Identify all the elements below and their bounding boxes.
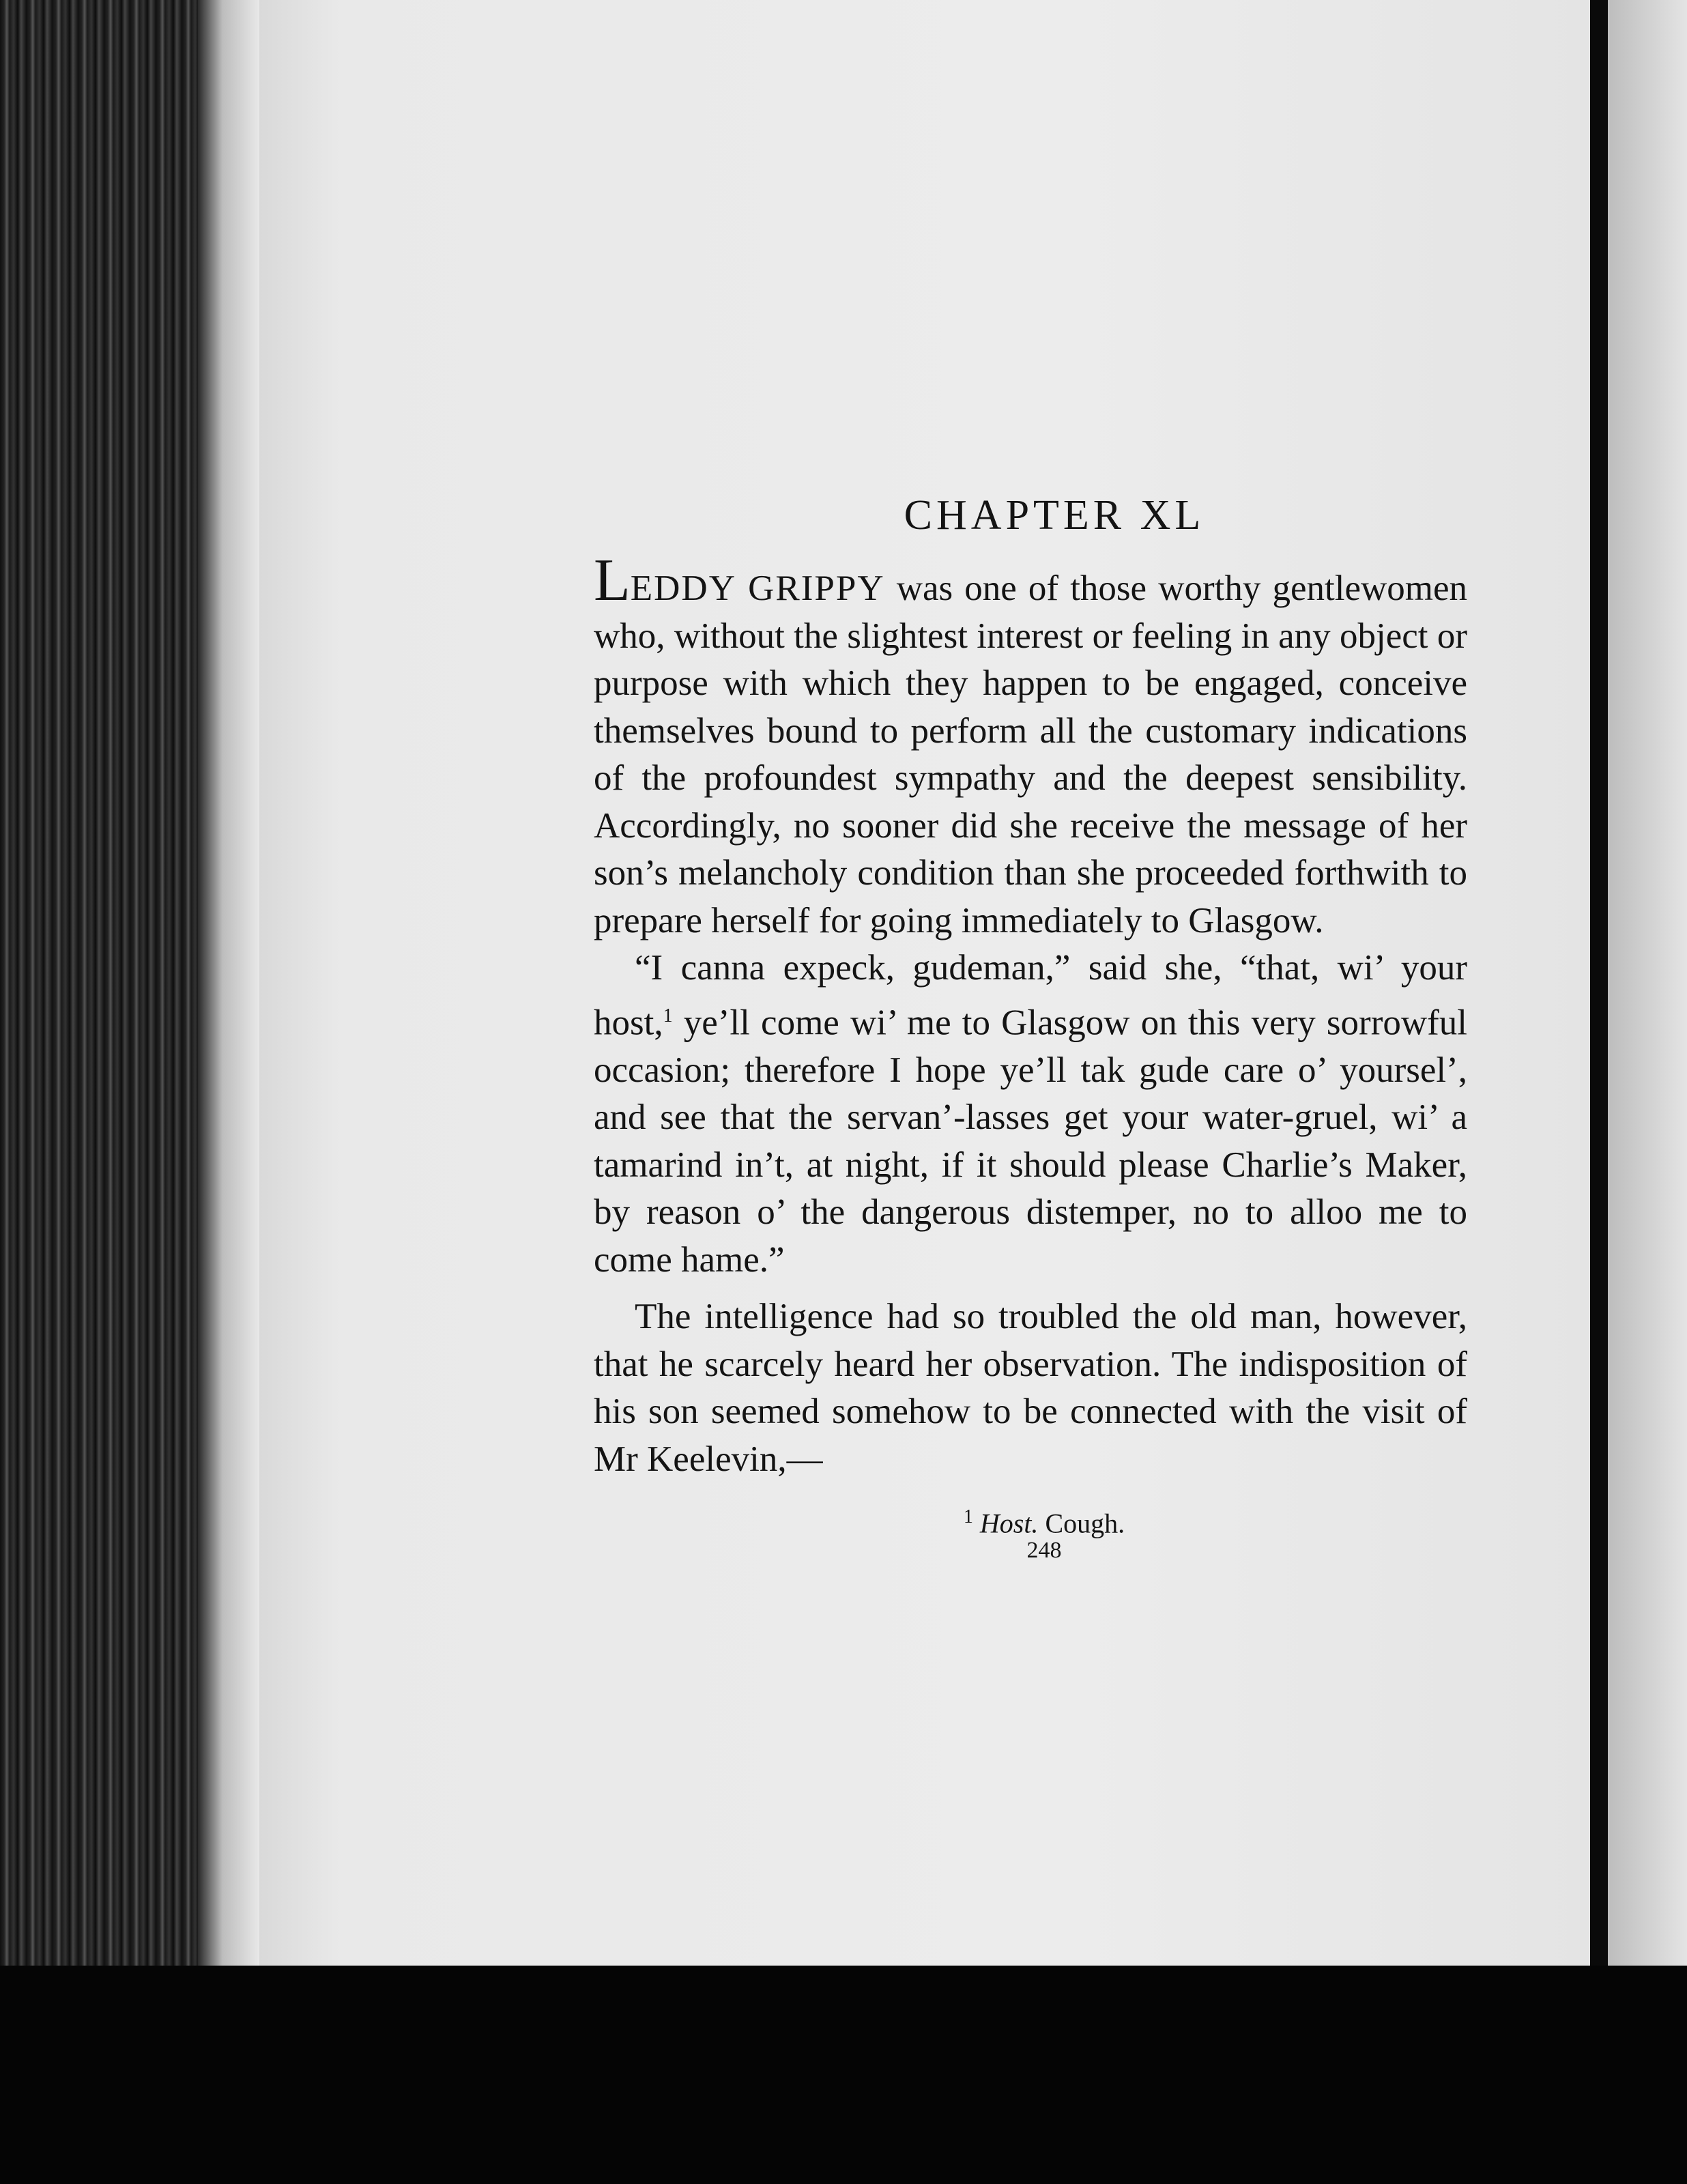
paragraph-3: The intelligence had so troubled the old man, however, that he scarcely heard her observation. The indisposition of his son seemed somehow to be connected with the visit of Mr Keelevin,— — [594, 1297, 1467, 1479]
drop-cap: L — [594, 547, 631, 614]
book-spine — [0, 0, 259, 2184]
footnote-marker: 1 — [963, 1506, 973, 1528]
paragraph-2 — [594, 945, 1467, 1284]
footnote-reference: 1 — [663, 1005, 673, 1026]
paragraph-2-text-b: ye’ll come wi’ me to Glasgow on this very sorrowful occasion; therefore I hope ye’ll tak gude care o’ yoursel’, and see that the servan’-lasses get your water-gruel, wi’ a tamarind in’t, at night, if it should please Charlie’s Maker, by reason o’ the dangerous distemper, no to alloo me to come hame.” — [594, 1003, 1467, 1280]
scan-border — [0, 1966, 1687, 2184]
footnote — [621, 1506, 1467, 1539]
paragraph-1 — [594, 547, 1467, 945]
page-gutter-edge — [1590, 0, 1608, 1966]
page-text-block — [594, 491, 1467, 1564]
lead-words: EDDY GRIPPY — [630, 569, 885, 608]
footnote-definition: Cough. — [1045, 1508, 1125, 1539]
page-number: 248 — [1026, 1538, 1062, 1564]
footnote-term: Host. — [979, 1508, 1039, 1539]
chapter-title: CHAPTER XL — [904, 492, 1205, 538]
facing-page-edge — [1608, 0, 1687, 1966]
paragraph-1-text: was one of those worthy gentlewomen who, without the slightest interest or feeling in any object or purpose with which they happen to be engaged, conceive themselves bound to perform all the customary indications of the profoundest sympathy and the deepest sensibility. Accordingly, no sooner did she receive the message of her son’s melancholy condition than she proceeded forthwith to prepare herself for going immediately to Glasgow. — [594, 569, 1467, 940]
paragraph-2-text-a: “I canna expeck, gudeman,” said she, “that, wi’ your host, — [594, 948, 1467, 1043]
